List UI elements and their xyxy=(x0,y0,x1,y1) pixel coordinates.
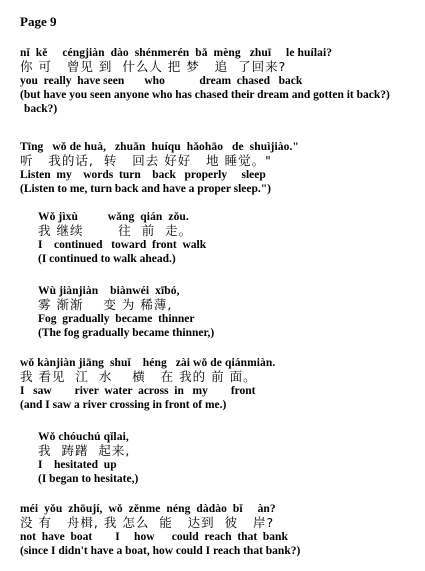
gloss-line: Fog gradually became thinner xyxy=(38,313,195,325)
translation-line: (but have you seen anyone who has chased their dream and gotten it back?) xyxy=(20,89,390,101)
chinese-line: 你 可 曾见 到 什么人 把 梦 追 了回来? xyxy=(20,59,287,74)
translation-line: (I continued to walk ahead.) xyxy=(38,253,176,265)
translation-line-continued: back?) xyxy=(24,103,58,115)
chinese-line: 听 我的话, 转 回去 好好 地 睡觉。" xyxy=(20,153,272,168)
translation-line: (since I didn't have a boat, how could I reach that bank?) xyxy=(20,545,301,557)
pinyin-line: méi yǒu zhōují, wǒ zěnme néng dàdào bǐ àn? xyxy=(20,503,276,515)
pinyin-line: Wǒ chóuchú qǐlai, xyxy=(38,431,129,443)
sentence-block xyxy=(20,46,390,116)
gloss-line: I hesitated up xyxy=(38,459,117,471)
pinyin-line: nǐ kě céngjiàn dào shénmerén bǎ mèng zhuī le huílai? xyxy=(20,47,333,59)
gloss-line: I saw river water across in my front xyxy=(20,385,256,397)
sentence-block xyxy=(38,430,138,486)
pinyin-line: wǒ kànjiàn jiāng shuǐ héng zài wǒ de qiánmiàn. xyxy=(20,357,276,369)
sentence-block xyxy=(38,210,206,266)
pinyin-line: Wù jiànjiàn biànwéi xībó, xyxy=(38,285,180,297)
page-title: Page 9 xyxy=(20,14,57,29)
sentence-block xyxy=(20,140,299,196)
translation-line: (The fog gradually became thinner,) xyxy=(38,327,215,339)
sentence-block xyxy=(20,356,275,412)
translation-line: (and I saw a river crossing in front of me.) xyxy=(20,399,227,411)
gloss-line: you really have seen who dream chased back xyxy=(20,75,303,87)
chinese-line: 雾 渐渐 变 为 稀薄, xyxy=(38,297,173,312)
pinyin-line: Tīng wǒ de huà, zhuǎn huíqu hǎohāo de shuìjiào." xyxy=(20,141,299,153)
chinese-line: 没 有 舟楫, 我 怎么 能 达到 彼 岸? xyxy=(20,515,275,530)
gloss-line: not have boat I how could reach that bank xyxy=(20,531,288,543)
translation-line: (I began to hesitate,) xyxy=(38,473,139,485)
gloss-line: I continued toward front walk xyxy=(38,239,207,251)
sentence-block xyxy=(38,284,214,340)
translation-line: (Listen to me, turn back and have a proper sleep.") xyxy=(20,183,271,195)
gloss-line: Listen my words turn back properly sleep xyxy=(20,169,266,181)
sentence-block xyxy=(20,502,300,558)
chinese-line: 我 继续 往 前 走。 xyxy=(38,223,193,238)
chinese-line: 我 踌躇 起来, xyxy=(38,443,131,458)
pinyin-line: Wǒ jìxù wǎng qián zǒu. xyxy=(38,211,189,223)
chinese-line: 我 看见 江 水 横 在 我的 前 面。 xyxy=(20,369,257,384)
